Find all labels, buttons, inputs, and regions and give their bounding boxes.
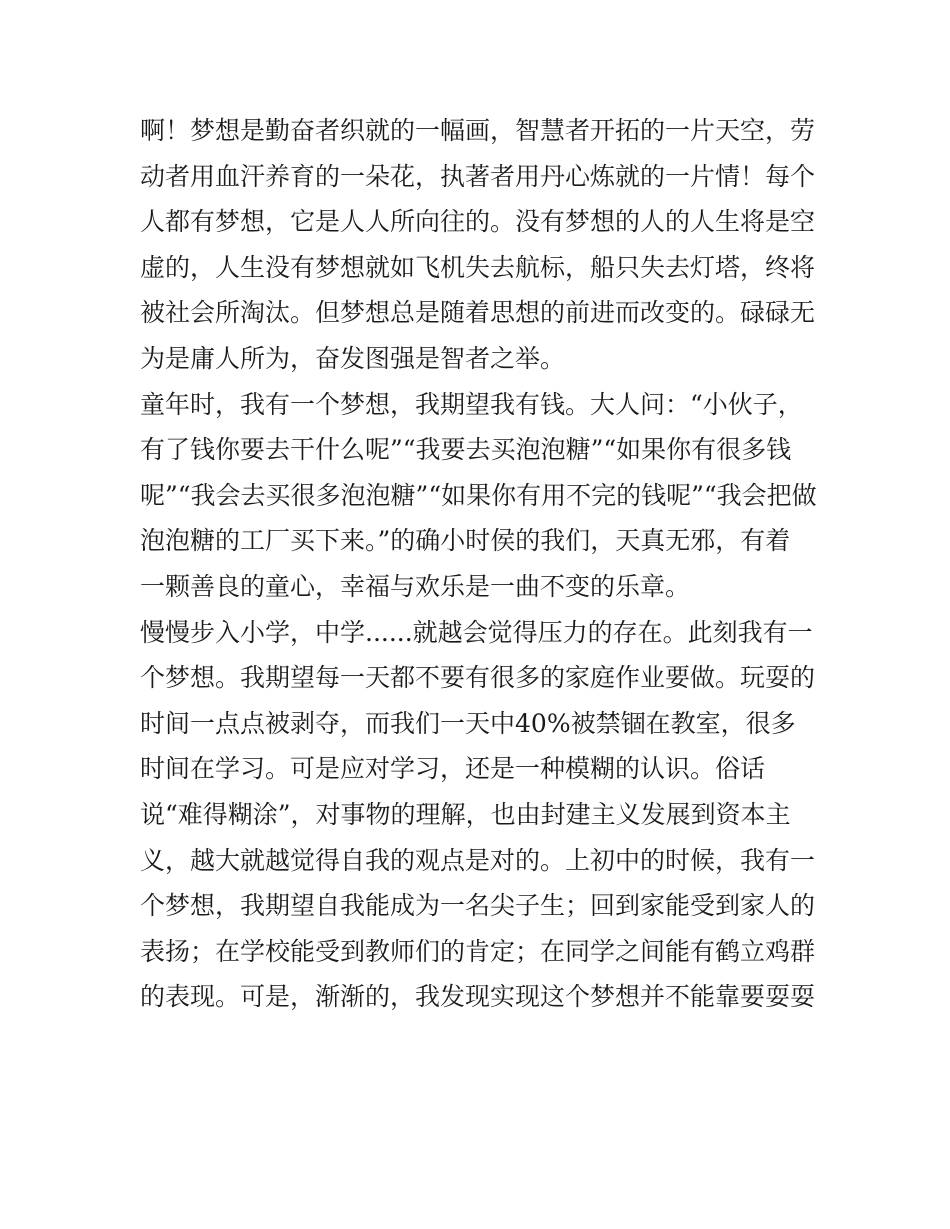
text-line: 为是庸人所为，奋发图强是智者之举。	[140, 343, 566, 373]
text-line: 个梦想。我期望每一天都不要有很多的家庭作业要做。玩耍的	[140, 663, 816, 693]
text-line: 有了钱你要去干什么呢”“我要去买泡泡糖”“如果你有很多钱	[140, 435, 792, 465]
text-line: 人都有梦想，它是人人所向往的。没有梦想的人的人生将是空	[140, 207, 816, 237]
text-line: 一颗善良的童心，幸福与欢乐是一曲不变的乐章。	[140, 571, 691, 601]
text-line: 动者用血汗养育的一朵花，执著者用丹心炼就的一片情！每个	[140, 161, 816, 191]
text-line: 慢慢步入小学，中学......就越会觉得压力的存在。此刻我有一	[140, 617, 813, 647]
text-line: 童年时，我有一个梦想，我期望我有钱。大人问：“小伙子，	[140, 389, 803, 419]
text-line: 被社会所淘汰。但梦想总是随着思想的前进而改变的。碌碌无	[140, 298, 816, 328]
body-text	[140, 108, 820, 1020]
text-line: 义，越大就越觉得自我的观点是对的。上初中的时候，我有一	[140, 845, 816, 875]
text-line: 个梦想，我期望自我能成为一名尖子生；回到家能受到家人的	[140, 891, 816, 921]
text-line: 的表现。可是，渐渐的，我发现实现这个梦想并不能靠要耍耍	[140, 982, 816, 1012]
text-line: 呢”“我会去买很多泡泡糖”“如果你有用不完的钱呢”“我会把做	[140, 480, 817, 510]
text-line: 虚的，人生没有梦想就如飞机失去航标，船只失去灯塔，终将	[140, 252, 816, 282]
text-line: 时间一点点被剥夺，而我们一天中40%被禁锢在教室，很多	[140, 708, 796, 738]
text-line: 说“难得糊涂”，对事物的理解，也由封建主义发展到资本主	[140, 799, 791, 829]
text-line: 时间在学习。可是应对学习，还是一种模糊的认识。俗话	[140, 754, 766, 784]
text-line: 啊！梦想是勤奋者织就的一幅画，智慧者开拓的一片天空，劳	[140, 116, 816, 145]
text-line: 泡泡糖的工厂买下来。”的确小时侯的我们，天真无邪，有着	[140, 526, 791, 556]
text-line: 表扬；在学校能受到教师们的肯定；在同学之间能有鹤立鸡群	[140, 936, 816, 966]
